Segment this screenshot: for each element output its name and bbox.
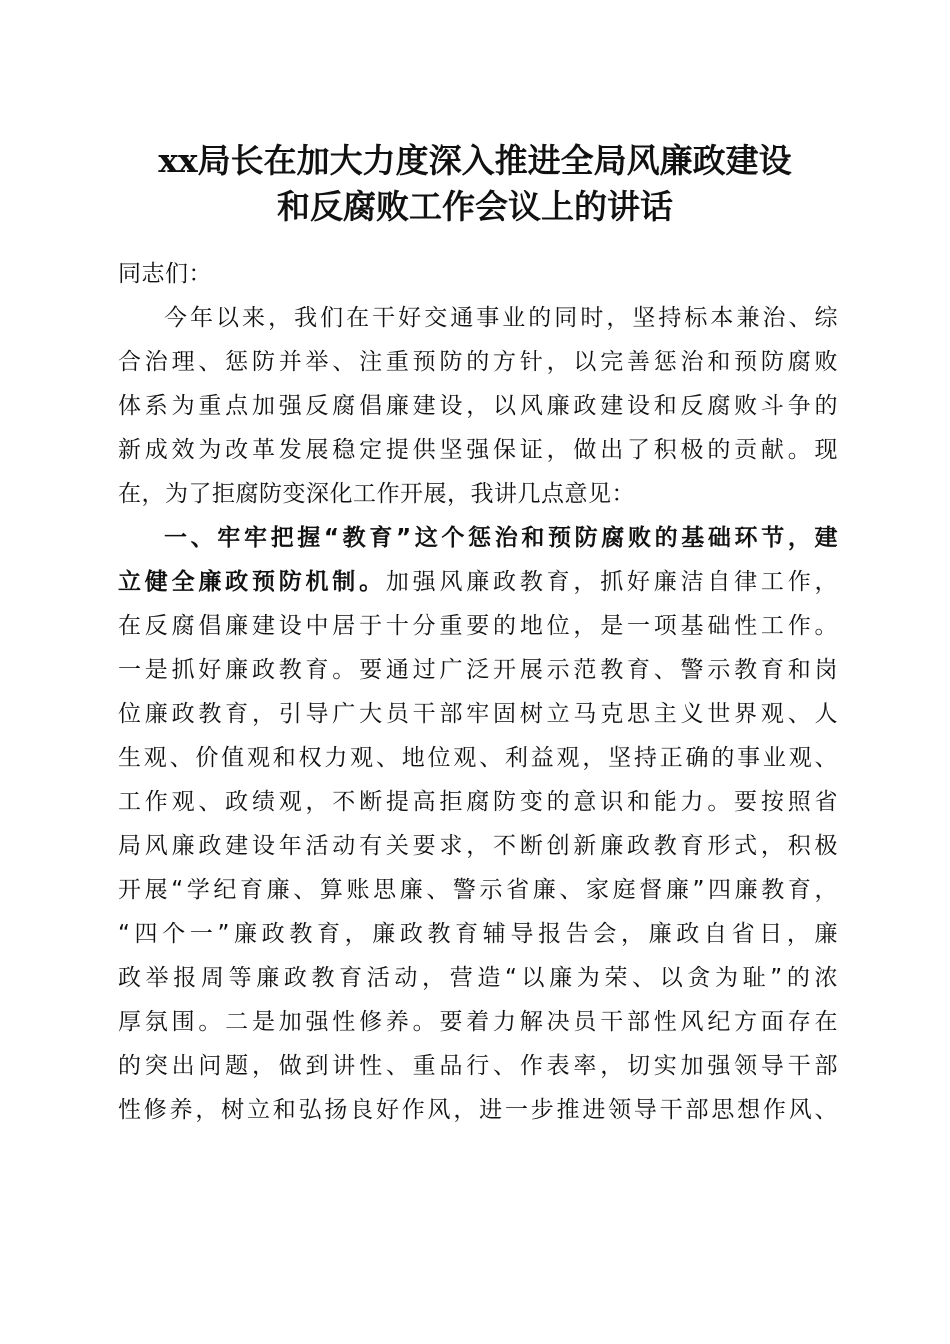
paragraph-1-line: 在，为了拒腐防变深化工作开展，我讲几点意见： bbox=[118, 481, 635, 507]
paragraph-1-line: 合治理、惩防并举、注重预防的方针，以完善惩治和预防腐败 bbox=[118, 349, 838, 375]
section-1-line: 性修养，树立和弘扬良好作风，进一步推进领导干部思想作风、 bbox=[118, 1097, 838, 1123]
section-1-line: 工作观、政绩观，不断提高拒腐防变的意识和能力。要按照省 bbox=[118, 789, 838, 815]
section-1-heading-rest: 加强风廉政教育，抓好廉洁自律工作， bbox=[385, 569, 839, 595]
section-1-heading-end: 立健全廉政预防机制。 bbox=[118, 569, 386, 595]
section-1-line: 厚氛围。二是加强性修养。要着力解决员干部性风纪方面存在 bbox=[118, 1009, 838, 1035]
salutation: 同志们： bbox=[118, 261, 212, 287]
section-1-heading: 一、牢牢把握“教育”这个惩治和预防腐败的基础环节，建 bbox=[164, 525, 838, 551]
section-1-line: 的突出问题，做到讲性、重品行、作表率，切实加强领导干部 bbox=[118, 1053, 838, 1079]
section-1-line: 位廉政教育，引导广大员干部牢固树立马克思主义世界观、人 bbox=[118, 701, 838, 727]
section-1-line: 生观、价值观和权力观、地位观、利益观，坚持正确的事业观、 bbox=[118, 745, 838, 771]
section-1-line: 在反腐倡廉建设中居于十分重要的地位，是一项基础性工作。 bbox=[118, 613, 838, 639]
section-1-line: 一是抓好廉政教育。要通过广泛开展示范教育、警示教育和岗 bbox=[118, 657, 838, 683]
document-body bbox=[118, 252, 838, 1132]
section-1-line: 开展“学纪育廉、算账思廉、警示省廉、家庭督廉”四廉教育， bbox=[118, 877, 838, 903]
document-title bbox=[100, 138, 850, 230]
section-1-line: “四个一”廉政教育，廉政教育辅导报告会，廉政自省日，廉 bbox=[118, 921, 838, 947]
section-1-line: 局风廉政建设年活动有关要求，不断创新廉政教育形式，积极 bbox=[118, 833, 838, 859]
section-1-line: 政举报周等廉政教育活动，营造“以廉为荣、以贪为耻”的浓 bbox=[118, 965, 838, 991]
paragraph-1-line: 新成效为改革发展稳定提供坚强保证，做出了积极的贡献。现 bbox=[118, 437, 838, 463]
title-line-2: 和反腐败工作会议上的讲话 bbox=[277, 187, 673, 226]
paragraph-1-line: 体系为重点加强反腐倡廉建设，以风廉政建设和反腐败斗争的 bbox=[118, 393, 838, 419]
paragraph-1-line: 今年以来，我们在干好交通事业的同时，坚持标本兼治、综 bbox=[164, 305, 838, 331]
title-line-1: xx局长在加大力度深入推进全局风廉政建设 bbox=[158, 141, 792, 180]
section-1-line bbox=[118, 560, 838, 604]
